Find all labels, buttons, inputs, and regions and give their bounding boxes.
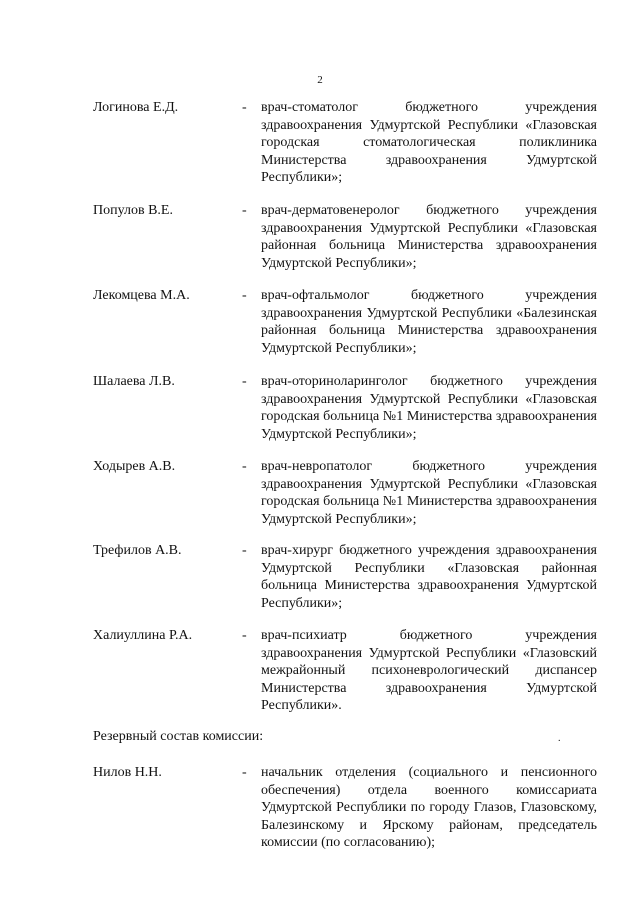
member-name: Нилов Н.Н. <box>93 765 162 780</box>
stray-mark: . <box>558 733 561 744</box>
member-description: врач-невропатолог бюджетного учреждения здравоохранения Удмуртской Республики «Глазовская городская больница №1 Министерства здравоохранения Удмуртской Республики»; <box>261 459 597 527</box>
member-description: врач-хирург бюджетного учреждения здравоохранения Удмуртской Республики «Глазовская районная больница Министерства здравоохранения Удмуртской Республики»; <box>261 543 597 611</box>
member-dash: - <box>242 100 247 115</box>
member-dash: - <box>242 459 247 474</box>
page-number: 2 <box>317 74 323 86</box>
member-dash: - <box>242 288 247 303</box>
member-name: Популов В.Е. <box>93 203 173 218</box>
member-dash: - <box>242 628 247 643</box>
member-name: Логинова Е.Д. <box>93 100 179 115</box>
member-description: врач-психиатр бюджетного учреждения здравоохранения Удмуртской Республики «Глазовский межрайонный психоневрологический диспансер Министерства здравоохранения Удмуртской Республики». <box>261 628 597 713</box>
member-name: Халиуллина Р.А. <box>93 628 193 643</box>
member-dash: - <box>242 765 247 780</box>
member-name: Шалаева Л.В. <box>93 374 175 389</box>
member-description: врач-офтальмолог бюджетного учреждения здравоохранения Удмуртской Республики «Балезинская районная больница Министерства здравоохранения Удмуртской Республики»; <box>261 288 597 356</box>
member-dash: - <box>242 203 247 218</box>
member-description: врач-дерматовенеролог бюджетного учреждения здравоохранения Удмуртской Республики «Глазовская районная больница Министерства здравоохранения Удмуртской Республики»; <box>261 203 597 271</box>
member-description: врач-стоматолог бюджетного учреждения здравоохранения Удмуртской Республики «Глазовская городская стоматологическая поликлиника Министерства здравоохранения Удмуртской Республики»; <box>261 100 597 185</box>
member-description: начальник отделения (социального и пенсионного обеспечения) отдела военного комиссариата Удмуртской Республики по городу Глазов, Глазовскому, Балезинскому и Ярскому районам, председатель комиссии (по согласованию); <box>261 765 597 850</box>
member-description: врач-оториноларинголог бюджетного учреждения здравоохранения Удмуртской Республики «Глазовская городская больница №1 Министерства здравоохранения Удмуртской Республики»; <box>261 374 597 442</box>
member-name: Ходырев А.В. <box>93 459 176 474</box>
member-name: Трефилов А.В. <box>93 543 182 558</box>
member-dash: - <box>242 374 247 389</box>
member-name: Лекомцева М.А. <box>93 288 190 303</box>
member-dash: - <box>242 543 247 558</box>
reserve-heading: Резервный состав комиссии: <box>93 729 264 744</box>
